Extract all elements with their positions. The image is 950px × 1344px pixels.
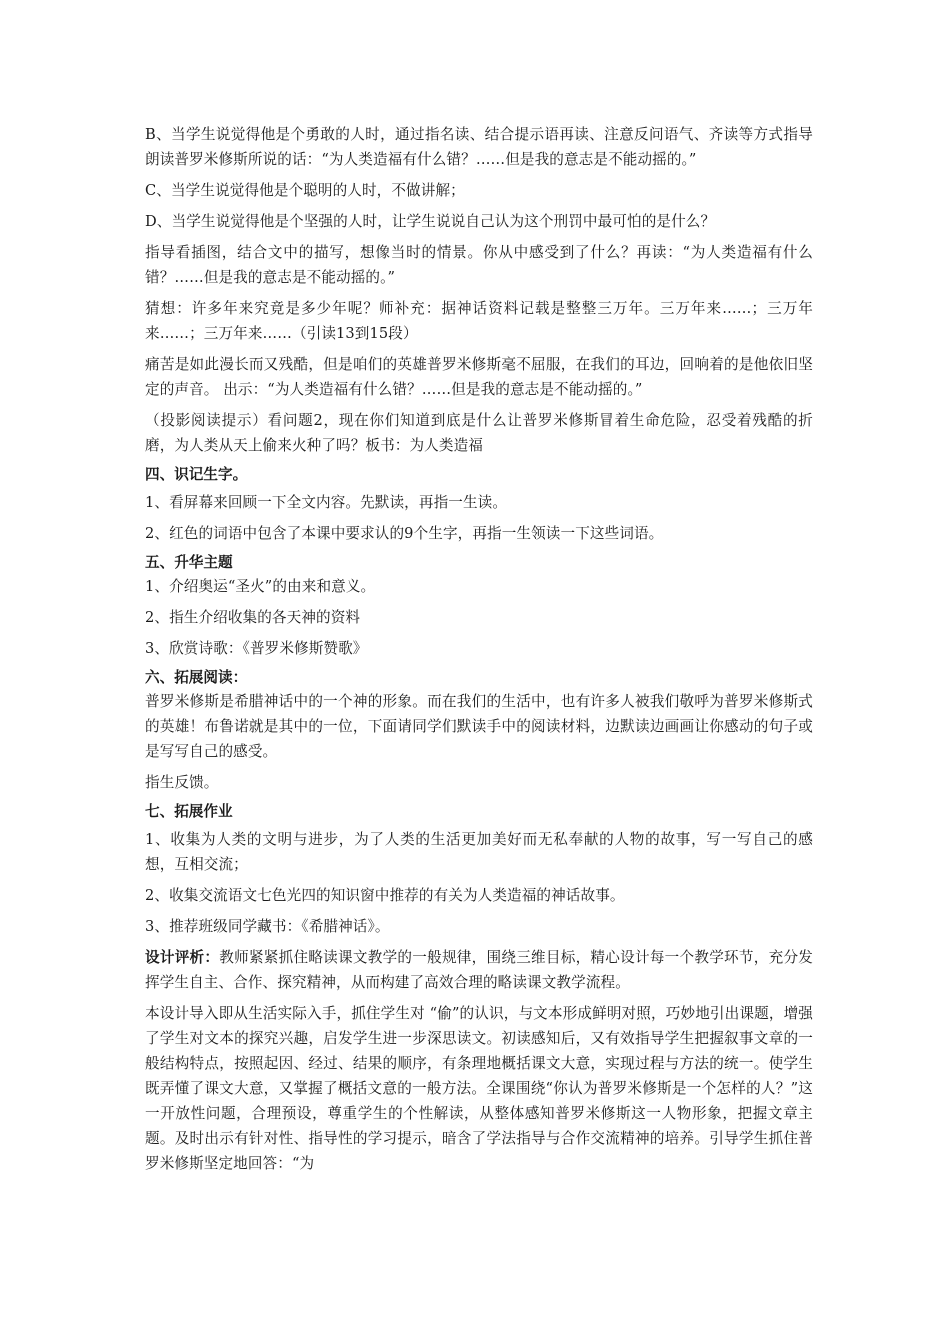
- paragraph-c: C、当学生说觉得他是个聪明的人时，不做讲解；: [145, 182, 465, 199]
- section-7-item: 3、推荐班级同学藏书：《希腊神话》。: [145, 918, 390, 935]
- section-5-heading: 五、升华主题: [145, 554, 233, 571]
- section-7-item: 1、收集为人类的文明与进步，为了人类的生活更加美好而无私奉献的人物的故事，写一写自己的感想，互相交流；: [145, 831, 813, 873]
- paragraph-projection: （投影阅读提示）看问题2，现在你们知道到底是什么让普罗米修斯冒着生命危险，忍受着残酷的折磨，为人类从天上偷来火种了吗？板书：为人类造福: [145, 412, 813, 454]
- paragraph-guide: 指导看插图，结合文中的描写，想像当时的情景。你从中感受到了什么？再读：“为人类造福有什么错？……但是我的意志是不能动摇的。”: [145, 244, 813, 286]
- section-5-item: 2、指生介绍收集的各天神的资料: [145, 609, 361, 626]
- section-7-item: 2、收集交流语文七色光四的知识窗中推荐的有关为人类造福的神话故事。: [145, 887, 625, 904]
- section-4-item: 2、红色的词语中包含了本课中要求认的9个生字，再指一生领读一下这些词语。: [145, 525, 664, 542]
- paragraph-guess: 猜想：许多年来究竟是多少年呢？师补充：据神话资料记载是整整三万年。三万年来……；三万年来……；三万年来……（引读13到15段）: [145, 300, 813, 342]
- paragraph-b: B、当学生说觉得他是个勇敢的人时，通过指名读、结合提示语再读、注意反问语气、齐读等方式指导朗读普罗米修斯所说的话：“为人类造福有什么错？……但是我的意志是不能动摇的。”: [145, 126, 813, 168]
- section-5-item: 1、介绍奥运“圣火”的由来和意义。: [145, 578, 376, 595]
- section-6-item: 指生反馈。: [145, 774, 219, 791]
- evaluation-paragraph: [145, 945, 813, 995]
- evaluation-text: 教师紧紧抓住略读课文教学的一般规律，围绕三维目标，精心设计每一个教学环节，充分发挥学生自主、合作、探究精神，从而构建了高效合理的略读课文教学流程。: [145, 949, 813, 991]
- document-body: [145, 122, 813, 1182]
- section-4-heading: 四、识记生字。: [145, 466, 248, 483]
- section-4-item: 1、看屏幕来回顾一下全文内容。先默读，再指一生读。: [145, 494, 508, 511]
- section-7-heading: 七、拓展作业: [145, 803, 233, 820]
- paragraph-pain: 痛苦是如此漫长而又残酷，但是咱们的英雄普罗米修斯毫不屈服，在我们的耳边，回响着的是他依旧坚定的声音。 出示：“为人类造福有什么错？……但是我的意志是不能动摇的。”: [145, 356, 813, 398]
- section-6-item: 普罗米修斯是希腊神话中的一个神的形象。而在我们的生活中，也有许多人被我们敬呼为普罗米修斯式的英雄！布鲁诺就是其中的一位，下面请同学们默读手中的阅读材料，边默读边画画让你感动的句子或是写写自己的感受。: [145, 693, 813, 760]
- section-6-heading: 六、拓展阅读：: [145, 669, 248, 686]
- evaluation-label: 设计评析：: [145, 949, 220, 966]
- evaluation-body: 本设计导入即从生活实际入手，抓住学生对 “偷”的认识，与文本形成鲜明对照，巧妙地引出课题，增强了学生对文本的探究兴趣，启发学生进一步深思读文。初读感知后，又有效指导学生把握叙事文章的一般结构特点，按照起因、经过、结果的顺序，有条理地概括课文大意，实现过程与方法的统一。使学生既弄懂了课文大意，又掌握了概括文意的一般方法。全课围绕“你认为普罗米修斯是一个怎样的人？”这一开放性问题，合理预设，尊重学生的个性解读，从整体感知普罗米修斯这一人物形象，把握文章主题。及时出示有针对性、指导性的学习提示，暗含了学法指导与合作交流精神的培养。引导学生抓住普罗米修斯坚定地回答：“为: [145, 1005, 813, 1172]
- paragraph-d: D、当学生说觉得他是个坚强的人时，让学生说说自己认为这个刑罚中最可怕的是什么？: [145, 213, 716, 230]
- section-5-item: 3、欣赏诗歌：《普罗米修斯赞歌》: [145, 640, 368, 657]
